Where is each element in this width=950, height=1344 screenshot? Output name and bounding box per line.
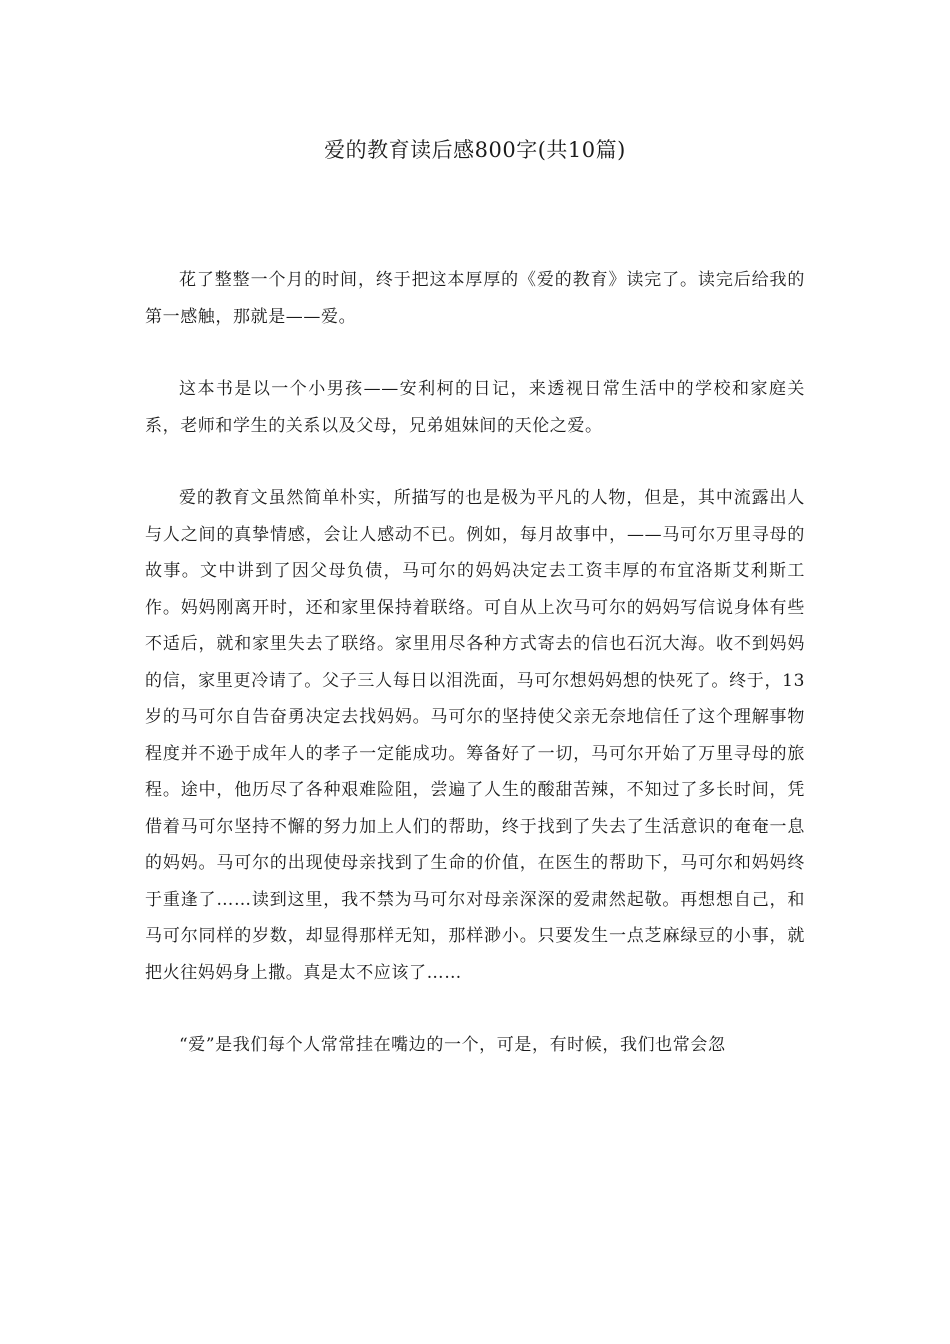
document-body <box>145 262 805 1100</box>
paragraph-3: 爱的教育文虽然简单朴实，所描写的也是极为平凡的人物，但是，其中流露出人与人之间的真挚情感，会让人感动不已。例如，每月故事中，——马可尔万里寻母的故事。文中讲到了因父母负债，马可尔的妈妈决定去工资丰厚的布宜洛斯艾利斯工作。妈妈刚离开时，还和家里保持着联络。可自从上次马可尔的妈妈写信说身体有些不适后，就和家里失去了联络。家里用尽各种方式寄去的信也石沉大海。收不到妈妈的信，家里更冷请了。父子三人每日以泪洗面，马可尔想妈妈想的快死了。终于，13岁的马可尔自告奋勇决定去找妈妈。马可尔的坚持使父亲无奈地信任了这个理解事物程度并不逊于成年人的孝子一定能成功。筹备好了一切，马可尔开始了万里寻母的旅程。途中，他历尽了各种艰难险阻，尝遍了人生的酸甜苦辣，不知过了多长时间，凭借着马可尔坚持不懈的努力加上人们的帮助，终于找到了失去了生活意识的奄奄一息的妈妈。马可尔的出现使母亲找到了生命的价值，在医生的帮助下，马可尔和妈妈终于重逢了……读到这里，我不禁为马可尔对母亲深深的爱肃然起敬。再想想自己，和马可尔同样的岁数，却显得那样无知，那样渺小。只要发生一点芝麻绿豆的小事，就把火往妈妈身上撒。真是太不应该了…… <box>145 488 805 983</box>
paragraph-1: 花了整整一个月的时间，终于把这本厚厚的《爱的教育》读完了。读完后给我的第一感触，那就是——爱。 <box>145 270 805 327</box>
paragraph-2: 这本书是以一个小男孩——安利柯的日记，来透视日常生活中的学校和家庭关系，老师和学生的关系以及父母，兄弟姐妹间的天伦之爱。 <box>145 379 805 436</box>
paragraph-4: “爱”是我们每个人常常挂在嘴边的一个，可是，有时候，我们也常会忽 <box>179 1035 726 1055</box>
document-title: 爱的教育读后感800字(共10篇) <box>324 138 626 162</box>
